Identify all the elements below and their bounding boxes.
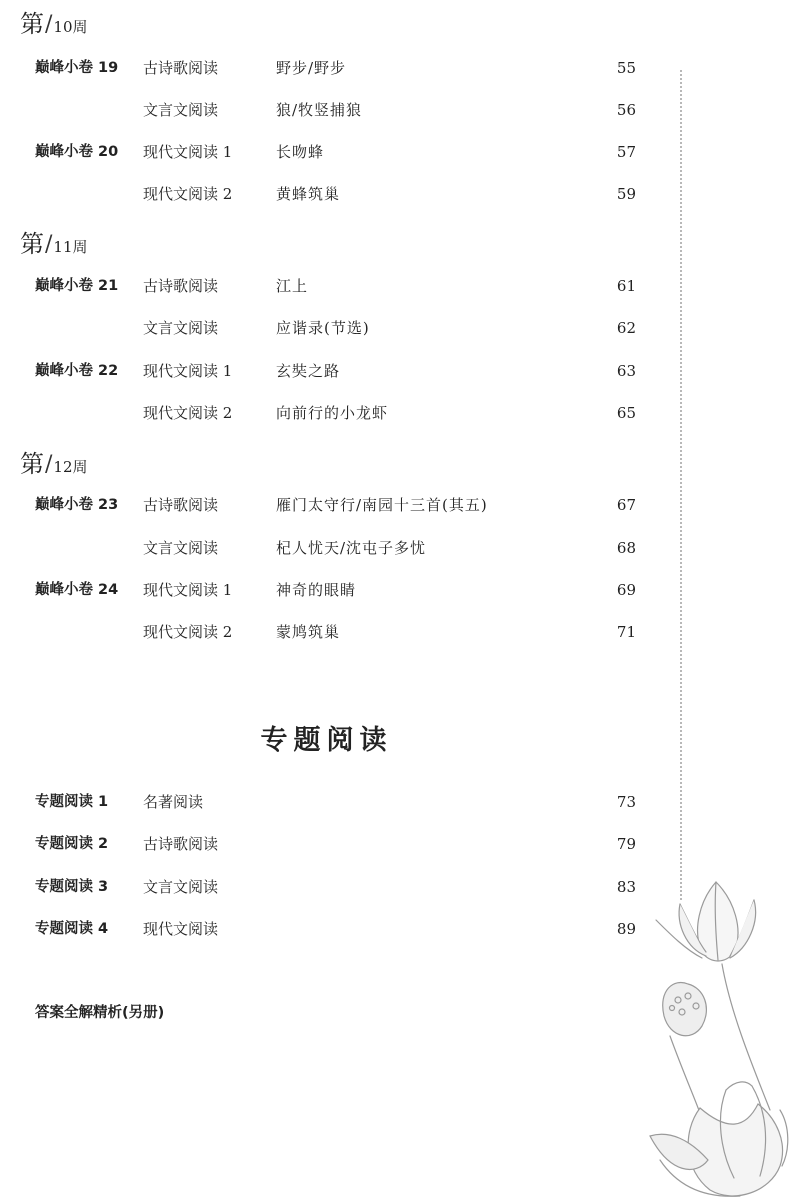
toc-row-title: 玄奘之路: [276, 362, 341, 380]
toc-row-page: 68: [616, 539, 636, 557]
toc-row-label: 巅峰小卷 19: [35, 60, 119, 76]
toc-row-title: 野步/野步: [276, 59, 347, 77]
toc-row[interactable]: [0, 619, 790, 645]
week-number: 11周: [53, 238, 88, 256]
section-title: 专题阅读: [260, 725, 393, 756]
toc-row-label: 巅峰小卷 22: [35, 363, 119, 379]
toc-row-label: 专题阅读 2: [35, 836, 109, 852]
toc-row-title: 黄蜂筑巢: [276, 185, 341, 203]
toc-row[interactable]: [0, 97, 790, 123]
toc-row-label: 专题阅读 1: [35, 794, 109, 810]
week-slash: /: [45, 12, 53, 37]
toc-row-title: 向前行的小龙虾: [276, 404, 389, 422]
week-heading: [20, 222, 88, 256]
week-slash: /: [45, 232, 53, 257]
week-di-char: 第: [20, 230, 44, 258]
week-number: 12周: [53, 458, 88, 476]
toc-row[interactable]: [0, 577, 790, 603]
toc-row-title: 雁门太守行/南园十三首(其五): [276, 496, 488, 514]
toc-row-type: 现代文阅读 1: [143, 581, 233, 599]
toc-row-type: 文言文阅读: [143, 319, 219, 337]
toc-row-page: 57: [616, 143, 636, 161]
toc-row-page: 83: [616, 878, 636, 896]
toc-row-page: 65: [616, 404, 636, 422]
toc-row-label: 巅峰小卷 20: [35, 144, 119, 160]
toc-row[interactable]: [0, 273, 790, 299]
toc-row[interactable]: [0, 315, 790, 341]
toc-row-page: 71: [616, 623, 636, 641]
toc-row-page: 63: [616, 362, 636, 380]
toc-row-label: 专题阅读 4: [35, 921, 109, 937]
toc-row-page: 73: [616, 793, 636, 811]
toc-row-page: 55: [616, 59, 636, 77]
toc-row-type: 现代文阅读 2: [143, 404, 233, 422]
toc-row-title: 长吻蜂: [276, 143, 325, 161]
week-heading: [20, 2, 88, 36]
toc-row-type: 古诗歌阅读: [143, 835, 219, 853]
toc-row-label: 巅峰小卷 23: [35, 497, 119, 513]
week-heading: [20, 442, 88, 476]
toc-row-type: 现代文阅读: [143, 920, 219, 938]
toc-row-type: 古诗歌阅读: [143, 277, 219, 295]
toc-row-page: 56: [616, 101, 636, 119]
toc-row[interactable]: [0, 789, 790, 815]
toc-row-label: 巅峰小卷 21: [35, 278, 119, 294]
toc-row-title: 神奇的眼睛: [276, 581, 357, 599]
toc-row[interactable]: [0, 139, 790, 165]
answers-note: 答案全解精析(另册): [35, 1005, 165, 1021]
week-number: 10周: [53, 18, 88, 36]
dotted-divider: [680, 70, 682, 900]
toc-row[interactable]: [0, 358, 790, 384]
toc-row[interactable]: [0, 831, 790, 857]
week-di-char: 第: [20, 10, 44, 38]
toc-row-type: 现代文阅读 1: [143, 143, 233, 161]
week-slash: /: [45, 452, 53, 477]
toc-row-title: 杞人忧天/沈屯子多忧: [276, 539, 427, 557]
week-di-char: 第: [20, 450, 44, 478]
toc-row-type: 现代文阅读 2: [143, 185, 233, 203]
toc-row[interactable]: [0, 535, 790, 561]
toc-row[interactable]: [0, 181, 790, 207]
toc-row-page: 79: [616, 835, 636, 853]
toc-row-type: 现代文阅读 1: [143, 362, 233, 380]
toc-row[interactable]: [0, 400, 790, 426]
toc-row-type: 名著阅读: [143, 793, 204, 811]
lotus-illustration-icon: [630, 860, 790, 1198]
toc-row[interactable]: [0, 492, 790, 518]
toc-row-label: 专题阅读 3: [35, 879, 109, 895]
toc-row-type: 古诗歌阅读: [143, 59, 219, 77]
toc-row-title: 应谐录(节选): [276, 319, 370, 337]
toc-row-type: 现代文阅读 2: [143, 623, 233, 641]
toc-row-page: 61: [616, 277, 636, 295]
toc-row-page: 89: [616, 920, 636, 938]
toc-row-page: 67: [616, 496, 636, 514]
toc-row-type: 文言文阅读: [143, 878, 219, 896]
toc-row-type: 古诗歌阅读: [143, 496, 219, 514]
toc-row-title: 江上: [276, 277, 309, 295]
toc-row-type: 文言文阅读: [143, 539, 219, 557]
toc-row-title: 狼/牧竖捕狼: [276, 101, 363, 119]
toc-row-label: 巅峰小卷 24: [35, 582, 119, 598]
toc-row-type: 文言文阅读: [143, 101, 219, 119]
toc-row-page: 62: [616, 319, 636, 337]
toc-row-page: 69: [616, 581, 636, 599]
toc-row[interactable]: [0, 55, 790, 81]
toc-row-title: 蒙鸠筑巢: [276, 623, 341, 641]
toc-row-page: 59: [616, 185, 636, 203]
